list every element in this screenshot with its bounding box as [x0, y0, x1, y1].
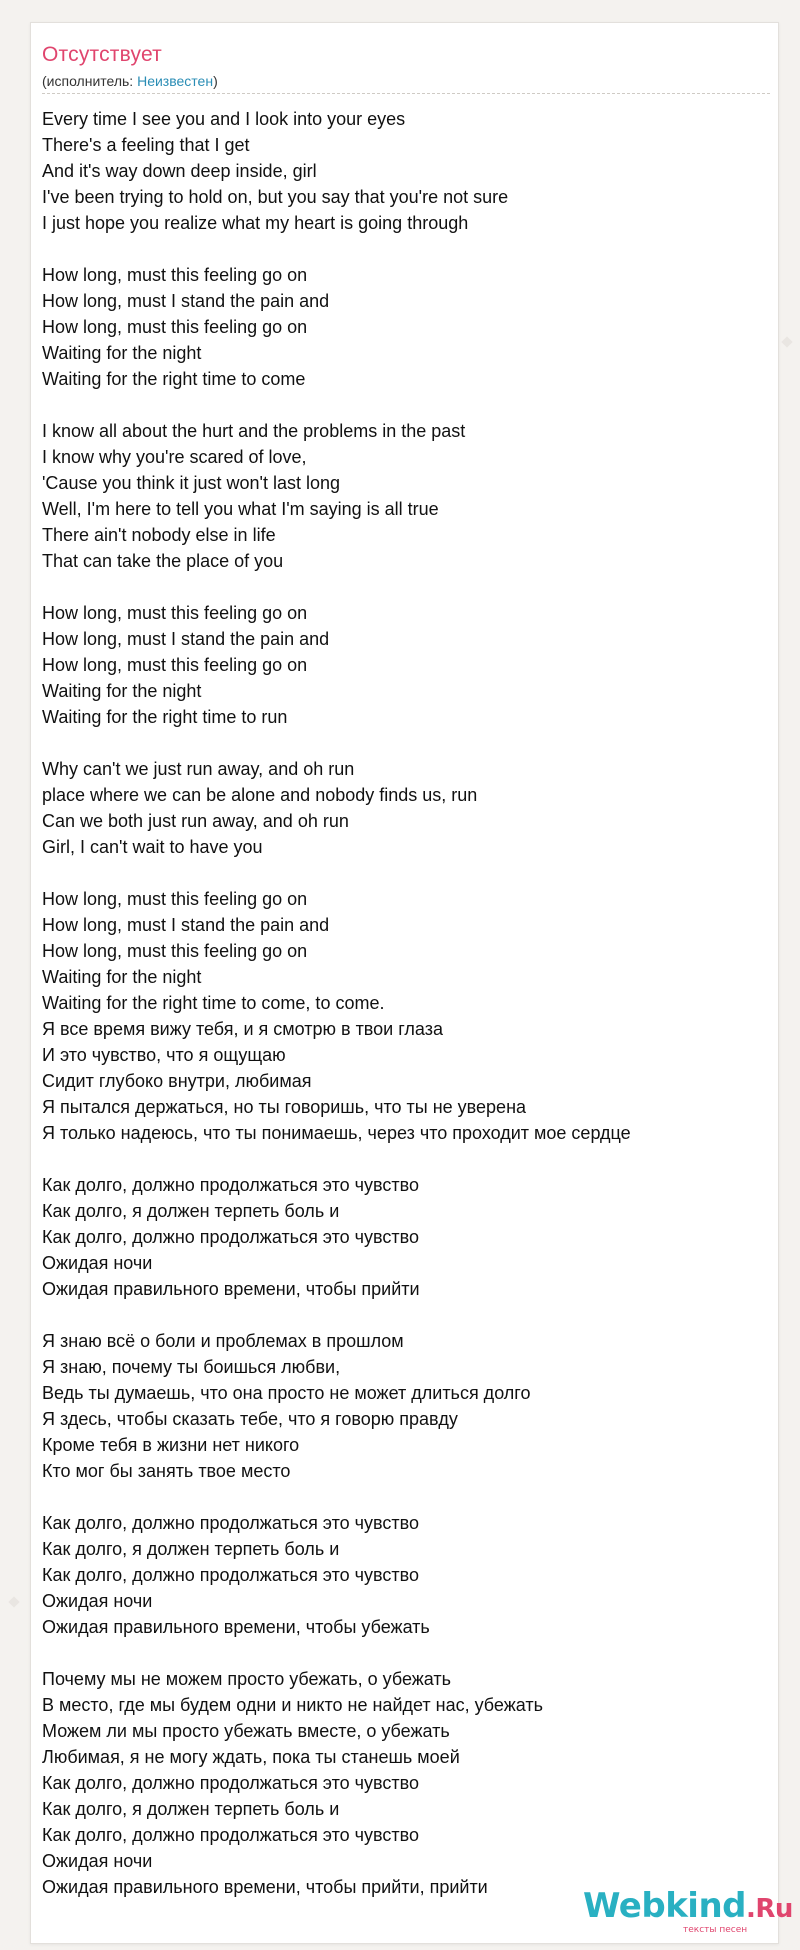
lyric-line: Как долго, должно продолжаться это чувство — [42, 1773, 420, 1793]
lyric-line: I've been trying to hold on, but you say that you're not sure — [42, 187, 509, 207]
lyric-line: Я только надеюсь, что ты понимаешь, через что проходит мое сердце — [42, 1123, 631, 1143]
lyric-line: And it's way down deep inside, girl — [42, 161, 317, 181]
stanza-gap — [42, 730, 767, 756]
lyric-line: Ожидая ночи — [42, 1253, 153, 1273]
lyric-line: How long, must this feeling go on — [42, 941, 308, 961]
lyric-line: place where we can be alone and nobody finds us, run — [42, 785, 478, 805]
lyric-line: Как долго, должно продолжаться это чувство — [42, 1825, 420, 1845]
lyric-line: How long, must I stand the pain and — [42, 629, 330, 649]
decorative-diamond — [8, 1596, 19, 1607]
lyric-line: How long, must this feeling go on — [42, 889, 308, 909]
stanza-gap — [42, 860, 767, 886]
lyric-line: Я здесь, чтобы сказать тебе, что я говорю правду — [42, 1409, 458, 1429]
stanza-gap — [42, 1640, 767, 1666]
lyric-line: Every time I see you and I look into your eyes — [42, 109, 406, 129]
lyric-line: Why can't we just run away, and oh run — [42, 759, 355, 779]
lyric-line: Ожидая ночи — [42, 1591, 153, 1611]
lyric-line: There ain't nobody else in life — [42, 525, 276, 545]
lyric-line: Я пытался держаться, но ты говоришь, что ты не уверена — [42, 1097, 527, 1117]
decorative-diamond — [781, 336, 792, 347]
lyric-line: Я все время вижу тебя, и я смотрю в твои глаза — [42, 1019, 443, 1039]
lyric-line: How long, must I stand the pain and — [42, 915, 330, 935]
stanza-gap — [42, 236, 767, 262]
lyric-line: Почему мы не можем просто убежать, о убежать — [42, 1669, 452, 1689]
lyric-line: Сидит глубоко внутри, любимая — [42, 1071, 312, 1091]
lyric-line: I know all about the hurt and the problems in the past — [42, 421, 466, 441]
lyric-line: Ожидая правильного времени, чтобы прийти — [42, 1279, 420, 1299]
header-divider — [42, 93, 770, 94]
logo-tagline: тексты песен — [683, 1925, 748, 1935]
lyric-line: How long, must this feeling go on — [42, 265, 308, 285]
lyric-line: Я знаю всё о боли и проблемах в прошлом — [42, 1331, 404, 1351]
lyric-line: Кто мог бы занять твое место — [42, 1461, 291, 1481]
byline-prefix: (исполнитель: — [42, 73, 138, 89]
lyric-line: Кроме тебя в жизни нет никого — [42, 1435, 300, 1455]
lyric-line: Ожидая ночи — [42, 1851, 153, 1871]
lyric-line: Well, I'm here to tell you what I'm saying is all true — [42, 499, 439, 519]
lyric-line: 'Cause you think it just won't last long — [42, 473, 341, 493]
lyric-line: Can we both just run away, and oh run — [42, 811, 349, 831]
lyric-line: Waiting for the right time to come — [42, 369, 306, 389]
lyric-line: В место, где мы будем одни и никто не найдет нас, убежать — [42, 1695, 544, 1715]
lyric-line: Как долго, должно продолжаться это чувство — [42, 1227, 420, 1247]
lyric-line: Как долго, должно продолжаться это чувство — [42, 1565, 420, 1585]
stanza-gap — [42, 574, 767, 600]
lyric-line: Ожидая правильного времени, чтобы убежать — [42, 1617, 430, 1637]
lyric-line: Waiting for the night — [42, 681, 202, 701]
lyric-line: Любимая, я не могу ждать, пока ты станешь моей — [42, 1747, 460, 1767]
lyric-line: How long, must this feeling go on — [42, 655, 308, 675]
site-logo[interactable] — [583, 1886, 793, 1936]
lyric-line: Waiting for the night — [42, 343, 202, 363]
lyric-line: I just hope you realize what my heart is going through — [42, 213, 469, 233]
lyric-line: I know why you're scared of love, — [42, 447, 307, 467]
lyric-line: How long, must this feeling go on — [42, 603, 308, 623]
artist-byline — [42, 73, 218, 89]
lyric-line: Как долго, я должен терпеть боль и — [42, 1799, 340, 1819]
lyric-line: Waiting for the right time to come, to come. — [42, 993, 385, 1013]
lyric-line: That can take the place of you — [42, 551, 284, 571]
stanza-gap — [42, 1146, 767, 1172]
byline-suffix: ) — [213, 73, 218, 89]
lyric-line: Waiting for the night — [42, 967, 202, 987]
lyric-line: Как долго, должно продолжаться это чувство — [42, 1175, 420, 1195]
lyric-line: Можем ли мы просто убежать вместе, о убежать — [42, 1721, 450, 1741]
lyric-line: Я знаю, почему ты боишься любви, — [42, 1357, 341, 1377]
logo-domain: .Ru — [746, 1894, 793, 1924]
lyrics-body — [42, 106, 767, 1900]
stanza-gap — [42, 392, 767, 418]
lyric-line: Как долго, я должен терпеть боль и — [42, 1201, 340, 1221]
artist-link[interactable]: Неизвестен — [137, 73, 214, 89]
lyric-line: И это чувство, что я ощущаю — [42, 1045, 286, 1065]
lyric-line: There's a feeling that I get — [42, 135, 250, 155]
stanza-gap — [42, 1302, 767, 1328]
song-title: Отсутствует — [42, 43, 162, 66]
lyric-line: How long, must I stand the pain and — [42, 291, 330, 311]
logo-wordmark — [583, 1886, 793, 1926]
lyric-line: Ожидая правильного времени, чтобы прийти, прийти — [42, 1877, 488, 1897]
lyric-line: Как долго, должно продолжаться это чувство — [42, 1513, 420, 1533]
lyrics-card — [30, 22, 779, 1944]
lyric-line: How long, must this feeling go on — [42, 317, 308, 337]
logo-name: Webkind — [583, 1886, 746, 1926]
lyric-line: Как долго, я должен терпеть боль и — [42, 1539, 340, 1559]
lyric-line: Girl, I can't wait to have you — [42, 837, 263, 857]
stanza-gap — [42, 1484, 767, 1510]
lyric-line: Waiting for the right time to run — [42, 707, 288, 727]
lyric-line: Ведь ты думаешь, что она просто не может длиться долго — [42, 1383, 531, 1403]
